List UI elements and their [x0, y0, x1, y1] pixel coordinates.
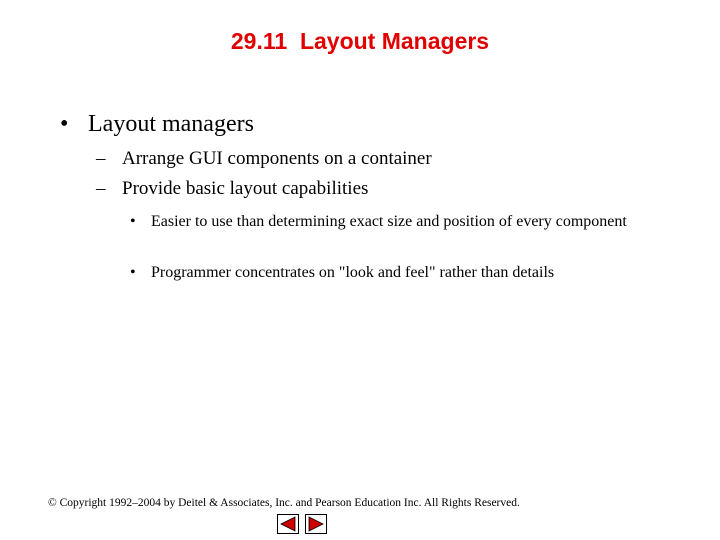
bullet-level2	[96, 177, 368, 201]
dash-marker: –	[96, 148, 106, 169]
bullet-level3	[130, 211, 690, 232]
bullet-text: Easier to use than determining exact size and position of every component	[151, 213, 627, 230]
next-slide-button[interactable]	[305, 514, 327, 534]
copyright-footer: © Copyright 1992–2004 by Deitel & Associates, Inc. and Pearson Education Inc. All Rights Reserved.	[48, 497, 520, 509]
left-triangle-icon	[277, 514, 299, 534]
bullet-text: Arrange GUI components on a container	[122, 148, 432, 169]
bullet-text: Layout managers	[88, 111, 254, 137]
bullet-marker: •	[130, 264, 136, 281]
bullet-level1	[60, 109, 254, 139]
slide-title: 29.11 Layout Managers	[230, 28, 490, 54]
right-triangle-icon	[305, 514, 327, 534]
bullet-level3	[130, 262, 690, 283]
bullet-text: Provide basic layout capabilities	[122, 178, 369, 199]
bullet-text: Programmer concentrates on "look and feel" rather than details	[151, 264, 555, 281]
bullet-marker: •	[130, 213, 136, 230]
bullet-marker: •	[60, 111, 69, 137]
dash-marker: –	[96, 178, 106, 199]
bullet-level2	[96, 147, 432, 171]
previous-slide-button[interactable]	[277, 514, 299, 534]
